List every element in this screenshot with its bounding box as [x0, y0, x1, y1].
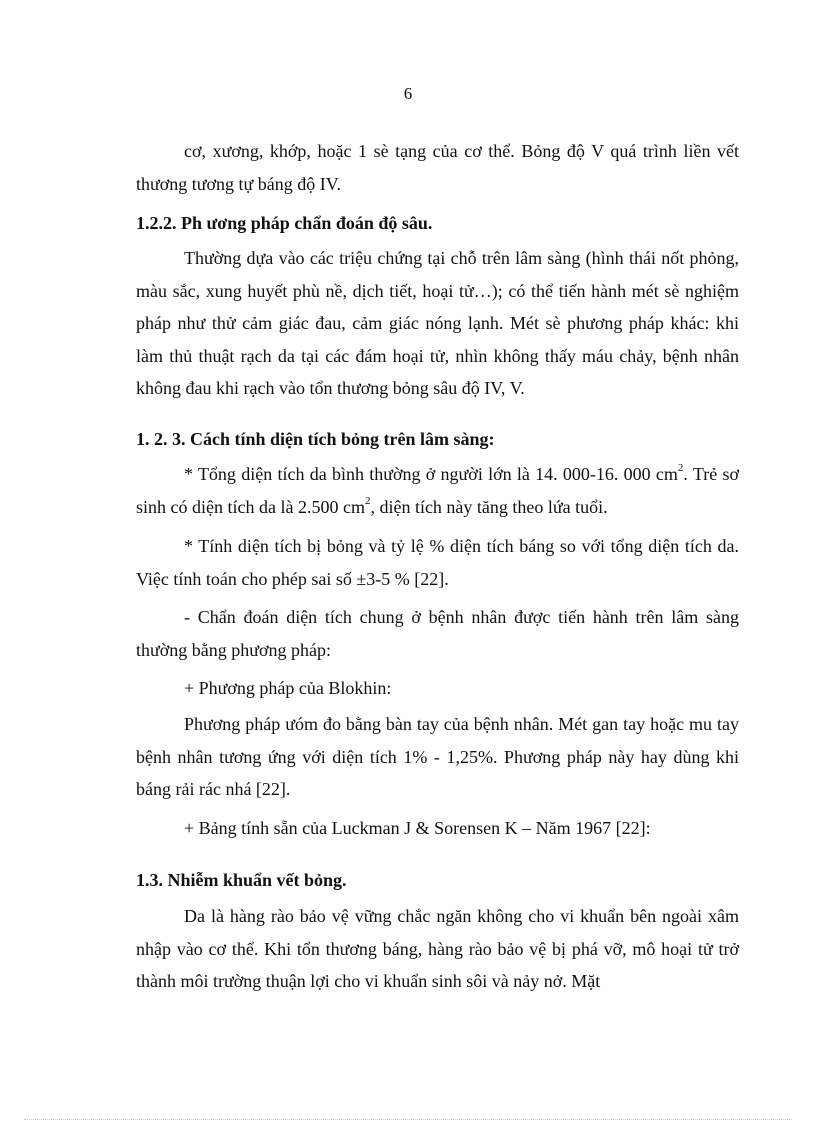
text-segment: , diện tích này tăng theo lứa tuổi.	[370, 496, 608, 517]
superscript: 2	[677, 462, 684, 474]
paragraph-blokhin-method: + Phương pháp của Blokhin:	[184, 678, 392, 698]
page-bottom-divider	[24, 1119, 792, 1120]
page-number: 6	[403, 84, 413, 103]
paragraph-burn-percentage: * Tính diện tích bị bỏng và tỷ lệ % diện tích báng so với tổng diện tích da. Việc tính toán cho phép sai số ±3-5 % [22].	[136, 536, 739, 589]
paragraph-luckman-table: + Bảng tính sẵn của Luckman J & Sorensen K – Năm 1967 [22]:	[184, 818, 651, 838]
superscript: 2	[364, 494, 371, 507]
heading-1-2-3: 1. 2. 3. Cách tính diện tích bỏng trên lâm sàng:	[136, 429, 495, 449]
paragraph-general-diagnosis: - Chẩn đoán diện tích chung ở bệnh nhân được tiến hành trên lâm sàng thường bằng phương pháp:	[136, 607, 739, 660]
paragraph-hand-measure: Phương pháp ưóm đo bằng bàn tay của bệnh nhân. Mét gan tay hoặc mu tay bệnh nhân tương ứng với diện tích 1% - 1,25%. Phương pháp này hay dùng khi báng rải rác nhá [22].	[136, 714, 739, 799]
paragraph-burn-degree-v: cơ, xương, khớp, hoặc 1 sè tạng của cơ thể. Bỏng độ V quá trình liền vết thương tương tự báng độ IV.	[136, 141, 739, 194]
paragraph-diagnosis-depth: Thường dựa vào các triệu chứng tại chỗ trên lâm sàng (hình thái nốt phỏng, màu sắc, xung huyết phù nề, dịch tiết, hoại tử…); có thể tiến hành mét sè nghiệm pháp như thử cảm giác đau, cảm giác nóng lạnh. Mét sè phương pháp khác: khi làm thủ thuật rạch da tại các đám hoại tử, nhìn không thấy máu chảy, bệnh nhân không đau khi rạch vào tổn thương bỏng sâu độ IV, V.	[136, 248, 739, 398]
paragraph-wound-infection: Da là hàng rào bảo vệ vững chắc ngăn không cho vi khuẩn bên ngoài xâm nhập vào cơ thể. Khi tổn thương báng, hàng rào bảo vệ bị phá vỡ, mô hoại tử trở thành môi trường thuận lợi cho vi khuẩn sinh sôi và nảy nở. Mặt	[136, 906, 739, 991]
heading-1-3: 1.3. Nhiễm khuẩn vết bỏng.	[136, 870, 347, 890]
text-segment: * Tổng diện tích da bình thường ở người lớn là 14. 000-16. 000 cm	[184, 464, 678, 484]
text-segment: . Trẻ sơ sinh có diện tích da là 2.500 cm	[136, 464, 739, 517]
heading-1-2-2: 1.2.2. Ph ương pháp chẩn đoán độ sâu.	[136, 213, 433, 233]
paragraph-total-skin-area	[136, 458, 739, 523]
